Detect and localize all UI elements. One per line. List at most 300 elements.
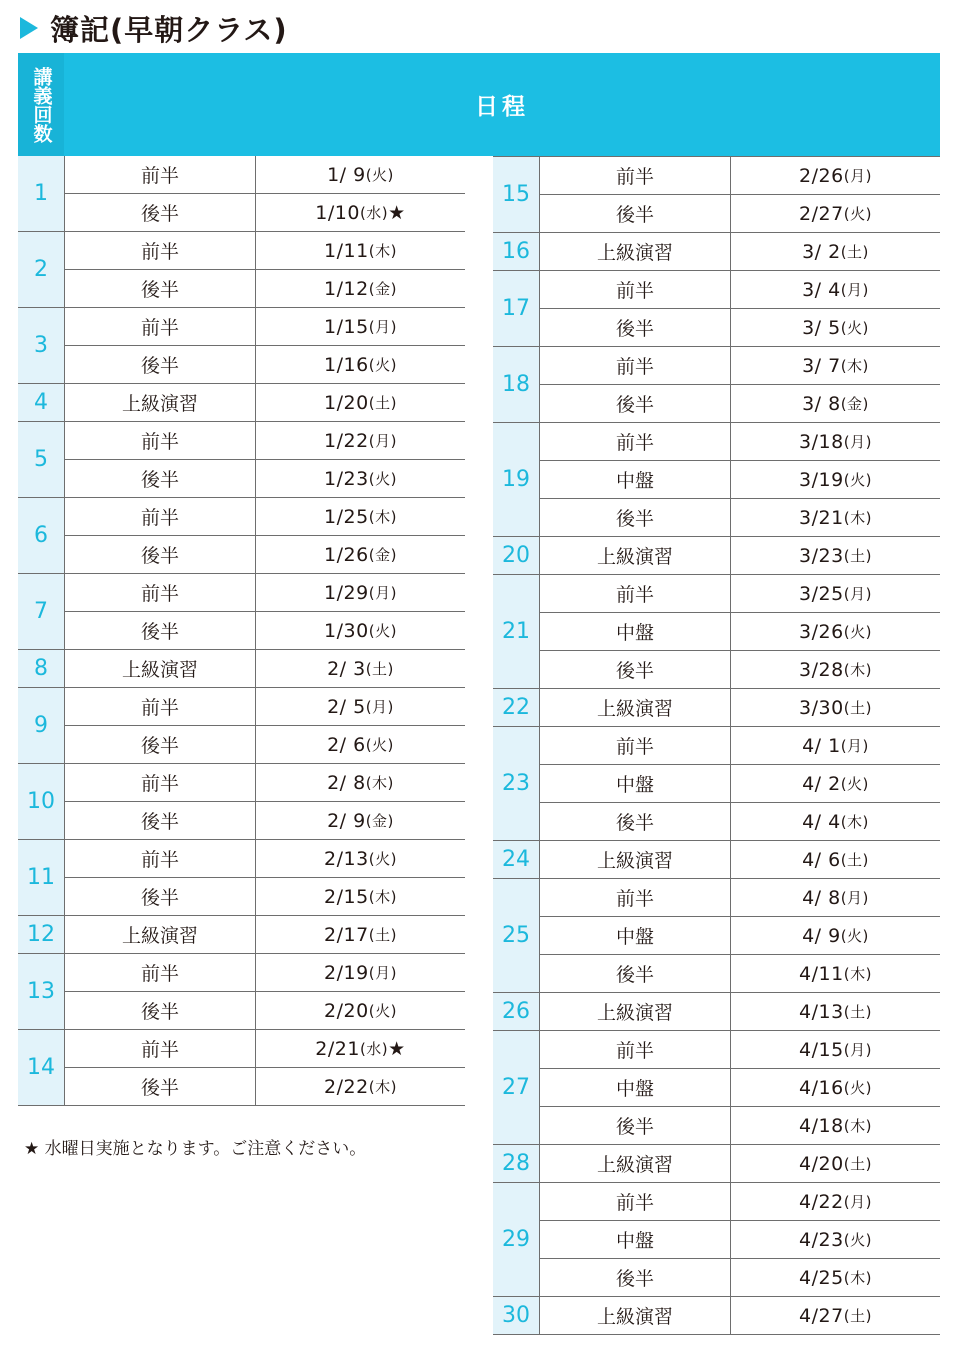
- table-row: [65, 611, 465, 649]
- session-date: 1/15: [324, 315, 369, 338]
- schedule-table-left: [18, 156, 465, 1106]
- session-label: 上級演習: [65, 650, 256, 687]
- session-weekday: (水): [359, 204, 389, 222]
- lecture-group: [493, 841, 940, 879]
- session-weekday: (火): [843, 205, 872, 223]
- session-date-cell: [256, 270, 465, 307]
- header-schedule-label: 日程: [475, 94, 529, 120]
- table-row: [540, 841, 940, 878]
- lecture-number: 9: [18, 688, 65, 763]
- session-date-cell: [731, 765, 940, 802]
- session-weekday: (火): [368, 850, 397, 868]
- session-weekday: (火): [368, 470, 397, 488]
- session-weekday: (木): [843, 1269, 872, 1287]
- lecture-group: [18, 688, 465, 764]
- session-date-cell: [256, 840, 465, 877]
- session-date: 4/25: [799, 1266, 844, 1289]
- session-label: 上級演習: [540, 537, 731, 574]
- lecture-number: 25: [493, 879, 540, 992]
- session-weekday: (火): [840, 927, 869, 945]
- table-row: [65, 916, 465, 953]
- session-date-cell: [731, 803, 940, 840]
- session-weekday: (土): [843, 1307, 872, 1325]
- session-date: 2/17: [324, 923, 369, 946]
- session-date-cell: [256, 1030, 465, 1067]
- session-weekday: (火): [365, 736, 394, 754]
- lecture-group: [18, 232, 465, 308]
- table-row: [65, 764, 465, 801]
- session-label: 前半: [65, 232, 256, 269]
- session-weekday: (月): [843, 585, 872, 603]
- session-label: 後半: [65, 194, 256, 231]
- session-label: 中盤: [540, 765, 731, 802]
- table-row: [540, 1183, 940, 1220]
- session-date-cell: [256, 194, 465, 231]
- session-date-cell: [256, 916, 465, 953]
- session-label: 上級演習: [540, 689, 731, 726]
- session-label: 上級演習: [540, 993, 731, 1030]
- session-weekday: (月): [368, 964, 397, 982]
- session-date-cell: [731, 309, 940, 346]
- table-row: [65, 308, 465, 345]
- session-date: 1/16: [324, 353, 369, 376]
- lecture-group: [493, 879, 940, 993]
- session-date: 4/ 9: [802, 924, 841, 947]
- table-row: [540, 1297, 940, 1334]
- table-row: [65, 650, 465, 687]
- session-label: 後半: [65, 878, 256, 915]
- table-row: [540, 575, 940, 612]
- session-date: 1/30: [324, 619, 369, 642]
- table-header: [18, 53, 940, 156]
- session-date: 4/18: [799, 1114, 844, 1137]
- session-date-cell: [256, 878, 465, 915]
- session-date: 1/12: [324, 277, 369, 300]
- session-weekday: (木): [365, 774, 394, 792]
- session-label: 前半: [540, 575, 731, 612]
- session-date: 3/ 4: [802, 278, 841, 301]
- session-date: 2/ 9: [327, 809, 366, 832]
- session-date: 4/ 2: [802, 772, 841, 795]
- session-label: 後半: [65, 612, 256, 649]
- session-weekday: (木): [843, 965, 872, 983]
- session-label: 前半: [540, 1183, 731, 1220]
- session-weekday: (木): [368, 242, 397, 260]
- header-count-label: 講義回数: [30, 66, 53, 143]
- session-date: 4/20: [799, 1152, 844, 1175]
- session-date-cell: [731, 347, 940, 384]
- lecture-group: [18, 574, 465, 650]
- session-weekday: (火): [840, 319, 869, 337]
- session-weekday: (木): [843, 1117, 872, 1135]
- session-weekday: (土): [843, 699, 872, 717]
- session-label: 後半: [540, 309, 731, 346]
- session-date-cell: [256, 156, 465, 193]
- page-title: [20, 6, 288, 50]
- table-row: [540, 423, 940, 460]
- lecture-number: 5: [18, 422, 65, 497]
- session-label: 上級演習: [65, 384, 256, 421]
- session-label: 前半: [540, 271, 731, 308]
- table-row: [65, 1030, 465, 1067]
- lecture-number: 12: [18, 916, 65, 953]
- session-date: 2/21: [315, 1037, 360, 1060]
- lecture-number: 13: [18, 954, 65, 1029]
- table-row: [65, 156, 465, 193]
- session-weekday: (火): [365, 166, 394, 184]
- session-date: 4/27: [799, 1304, 844, 1327]
- lecture-number: 10: [18, 764, 65, 839]
- table-row: [65, 535, 465, 573]
- session-date: 2/ 3: [327, 657, 366, 680]
- session-label: 後半: [65, 346, 256, 383]
- session-date: 2/13: [324, 847, 369, 870]
- session-date-cell: [256, 536, 465, 573]
- session-date: 2/26: [799, 164, 844, 187]
- table-row: [540, 157, 940, 194]
- star-icon: ★: [388, 1037, 406, 1060]
- table-row: [540, 954, 940, 992]
- session-label: 前半: [65, 498, 256, 535]
- session-date: 2/15: [324, 885, 369, 908]
- table-row: [540, 993, 940, 1030]
- session-weekday: (火): [843, 623, 872, 641]
- session-label: 後半: [540, 385, 731, 422]
- lecture-group: [18, 156, 465, 232]
- lecture-number: 16: [493, 233, 540, 270]
- session-label: 前半: [65, 574, 256, 611]
- session-date: 4/16: [799, 1076, 844, 1099]
- session-weekday: (木): [840, 357, 869, 375]
- table-row: [65, 232, 465, 269]
- session-weekday: (火): [843, 1079, 872, 1097]
- session-date-cell: [731, 727, 940, 764]
- table-row: [540, 689, 940, 726]
- session-label: 中盤: [540, 613, 731, 650]
- lecture-group: [18, 954, 465, 1030]
- session-date-cell: [256, 232, 465, 269]
- lecture-group: [18, 422, 465, 498]
- session-weekday: (金): [368, 546, 397, 564]
- session-date: 3/25: [799, 582, 844, 605]
- table-row: [540, 1258, 940, 1296]
- session-label: 前半: [65, 308, 256, 345]
- table-row: [540, 764, 940, 802]
- session-date: 1/10: [315, 201, 360, 224]
- session-date: 4/ 6: [802, 848, 841, 871]
- lecture-group: [18, 1030, 465, 1106]
- lecture-number: 20: [493, 537, 540, 574]
- session-date: 3/19: [799, 468, 844, 491]
- session-date-cell: [731, 993, 940, 1030]
- lecture-group: [493, 1183, 940, 1297]
- session-weekday: (月): [843, 1193, 872, 1211]
- table-row: [65, 1067, 465, 1105]
- session-date: 2/20: [324, 999, 369, 1022]
- session-weekday: (火): [368, 622, 397, 640]
- schedule-table-right: [493, 156, 940, 1335]
- header-count-cell: [18, 53, 64, 156]
- lecture-number: 15: [493, 157, 540, 232]
- session-weekday: (月): [843, 433, 872, 451]
- session-label: 中盤: [540, 1221, 731, 1258]
- session-date-cell: [256, 992, 465, 1029]
- session-weekday: (月): [368, 584, 397, 602]
- session-date: 4/22: [799, 1190, 844, 1213]
- session-date: 2/ 6: [327, 733, 366, 756]
- session-date-cell: [731, 461, 940, 498]
- session-weekday: (月): [840, 281, 869, 299]
- session-date-cell: [731, 613, 940, 650]
- table-row: [65, 801, 465, 839]
- table-row: [65, 991, 465, 1029]
- table-row: [540, 347, 940, 384]
- lecture-number: 17: [493, 271, 540, 346]
- lecture-number: 29: [493, 1183, 540, 1296]
- lecture-group: [493, 233, 940, 271]
- table-row: [65, 384, 465, 421]
- lecture-group: [493, 727, 940, 841]
- star-icon: ★: [388, 201, 406, 224]
- table-row: [540, 879, 940, 916]
- session-label: 後半: [540, 195, 731, 232]
- session-label: 後半: [540, 1259, 731, 1296]
- session-date: 4/13: [799, 1000, 844, 1023]
- lecture-group: [18, 764, 465, 840]
- session-date: 3/18: [799, 430, 844, 453]
- session-date: 2/22: [324, 1075, 369, 1098]
- session-date: 1/25: [324, 505, 369, 528]
- session-date-cell: [731, 537, 940, 574]
- session-label: 前半: [540, 1031, 731, 1068]
- session-date-cell: [256, 1068, 465, 1105]
- table-row: [540, 650, 940, 688]
- session-label: 前半: [540, 423, 731, 460]
- session-label: 後半: [65, 992, 256, 1029]
- table-row: [65, 574, 465, 611]
- session-weekday: (月): [365, 698, 394, 716]
- lecture-group: [18, 840, 465, 916]
- session-weekday: (土): [840, 243, 869, 261]
- session-date-cell: [256, 422, 465, 459]
- session-weekday: (木): [368, 508, 397, 526]
- session-date: 3/26: [799, 620, 844, 643]
- session-label: 後半: [65, 802, 256, 839]
- session-weekday: (金): [368, 280, 397, 298]
- lecture-group: [18, 384, 465, 422]
- lecture-group: [493, 347, 940, 423]
- session-weekday: (火): [843, 1231, 872, 1249]
- session-date: 2/27: [799, 202, 844, 225]
- table-row: [540, 1068, 940, 1106]
- session-weekday: (木): [368, 888, 397, 906]
- session-date-cell: [731, 841, 940, 878]
- session-date-cell: [731, 689, 940, 726]
- session-date-cell: [256, 346, 465, 383]
- session-weekday: (土): [365, 660, 394, 678]
- lecture-number: 27: [493, 1031, 540, 1144]
- session-label: 上級演習: [540, 1297, 731, 1334]
- session-weekday: (月): [840, 889, 869, 907]
- session-date-cell: [256, 574, 465, 611]
- session-weekday: (月): [368, 318, 397, 336]
- session-date: 2/ 8: [327, 771, 366, 794]
- session-label: 前半: [540, 727, 731, 764]
- session-weekday: (月): [840, 737, 869, 755]
- lecture-group: [18, 308, 465, 384]
- table-row: [540, 537, 940, 574]
- table-row: [540, 612, 940, 650]
- page-title-text: 簿記(早朝クラス): [50, 12, 288, 47]
- session-date: 3/30: [799, 696, 844, 719]
- table-row: [540, 498, 940, 536]
- session-label: 上級演習: [540, 1145, 731, 1182]
- lecture-number: 23: [493, 727, 540, 840]
- session-weekday: (金): [840, 395, 869, 413]
- session-date: 4/ 4: [802, 810, 841, 833]
- session-date-cell: [256, 954, 465, 991]
- session-date: 3/ 8: [802, 392, 841, 415]
- table-row: [540, 460, 940, 498]
- lecture-number: 6: [18, 498, 65, 573]
- lecture-number: 21: [493, 575, 540, 688]
- footnote: ★ 水曜日実施となります。ご注意ください。: [24, 1139, 367, 1159]
- lecture-group: [18, 498, 465, 574]
- session-date-cell: [731, 499, 940, 536]
- session-date-cell: [731, 1069, 940, 1106]
- table-row: [540, 1106, 940, 1144]
- session-date-cell: [731, 955, 940, 992]
- session-date-cell: [256, 460, 465, 497]
- session-weekday: (土): [368, 926, 397, 944]
- session-label: 前半: [65, 954, 256, 991]
- session-date: 3/28: [799, 658, 844, 681]
- table-row: [65, 422, 465, 459]
- session-weekday: (土): [843, 1003, 872, 1021]
- session-date: 1/22: [324, 429, 369, 452]
- session-date: 1/23: [324, 467, 369, 490]
- session-date: 3/ 2: [802, 240, 841, 263]
- session-weekday: (木): [368, 1078, 397, 1096]
- session-date: 1/29: [324, 581, 369, 604]
- session-label: 後半: [65, 460, 256, 497]
- session-date-cell: [731, 1259, 940, 1296]
- session-date-cell: [731, 879, 940, 916]
- lecture-group: [493, 423, 940, 537]
- session-label: 中盤: [540, 461, 731, 498]
- session-weekday: (金): [365, 812, 394, 830]
- session-date-cell: [731, 233, 940, 270]
- lecture-number: 8: [18, 650, 65, 687]
- session-date: 4/15: [799, 1038, 844, 1061]
- lecture-number: 4: [18, 384, 65, 421]
- table-row: [540, 727, 940, 764]
- session-weekday: (火): [368, 1002, 397, 1020]
- session-label: 上級演習: [540, 841, 731, 878]
- lecture-number: 14: [18, 1030, 65, 1105]
- session-date: 4/ 1: [802, 734, 841, 757]
- session-label: 前半: [65, 422, 256, 459]
- lecture-group: [493, 156, 940, 233]
- lecture-group: [493, 537, 940, 575]
- session-label: 後半: [540, 803, 731, 840]
- lecture-group: [493, 1031, 940, 1145]
- session-label: 前半: [540, 347, 731, 384]
- table-row: [540, 271, 940, 308]
- session-date: 4/11: [799, 962, 844, 985]
- lecture-number: 11: [18, 840, 65, 915]
- lecture-number: 2: [18, 232, 65, 307]
- lecture-group: [493, 993, 940, 1031]
- table-row: [540, 384, 940, 422]
- table-row: [540, 233, 940, 270]
- session-date-cell: [731, 1221, 940, 1258]
- lecture-number: 22: [493, 689, 540, 726]
- session-date-cell: [256, 650, 465, 687]
- session-date-cell: [731, 1183, 940, 1220]
- session-weekday: (木): [843, 661, 872, 679]
- lecture-number: 1: [18, 156, 65, 231]
- session-label: 上級演習: [540, 233, 731, 270]
- table-row: [65, 498, 465, 535]
- session-weekday: (火): [840, 775, 869, 793]
- session-date-cell: [731, 1145, 940, 1182]
- session-weekday: (火): [843, 471, 872, 489]
- session-date-cell: [256, 308, 465, 345]
- session-date: 4/23: [799, 1228, 844, 1251]
- session-weekday: (土): [840, 851, 869, 869]
- table-row: [65, 725, 465, 763]
- lecture-number: 7: [18, 574, 65, 649]
- session-label: 前半: [65, 156, 256, 193]
- session-weekday: (月): [368, 432, 397, 450]
- table-row: [540, 1145, 940, 1182]
- lecture-group: [18, 916, 465, 954]
- session-label: 前半: [65, 764, 256, 801]
- session-date-cell: [731, 1297, 940, 1334]
- session-label: 後半: [540, 955, 731, 992]
- session-date-cell: [731, 271, 940, 308]
- lecture-group: [493, 689, 940, 727]
- session-label: 前半: [65, 840, 256, 877]
- session-date-cell: [731, 195, 940, 232]
- table-row: [540, 194, 940, 232]
- session-weekday: (木): [843, 509, 872, 527]
- table-row: [540, 1031, 940, 1068]
- session-date-cell: [256, 726, 465, 763]
- session-label: 前半: [65, 1030, 256, 1067]
- table-row: [540, 916, 940, 954]
- session-weekday: (木): [840, 813, 869, 831]
- session-date-cell: [731, 1031, 940, 1068]
- table-row: [540, 308, 940, 346]
- table-row: [65, 345, 465, 383]
- session-label: 後半: [540, 651, 731, 688]
- session-date-cell: [731, 385, 940, 422]
- lecture-number: 3: [18, 308, 65, 383]
- lecture-number: 26: [493, 993, 540, 1030]
- session-date-cell: [731, 917, 940, 954]
- session-weekday: (月): [843, 1041, 872, 1059]
- table-row: [65, 840, 465, 877]
- session-date: 3/ 5: [802, 316, 841, 339]
- session-date-cell: [731, 651, 940, 688]
- session-date: 3/ 7: [802, 354, 841, 377]
- lecture-group: [493, 1145, 940, 1183]
- session-weekday: (土): [843, 1155, 872, 1173]
- session-date-cell: [256, 802, 465, 839]
- table-row: [65, 688, 465, 725]
